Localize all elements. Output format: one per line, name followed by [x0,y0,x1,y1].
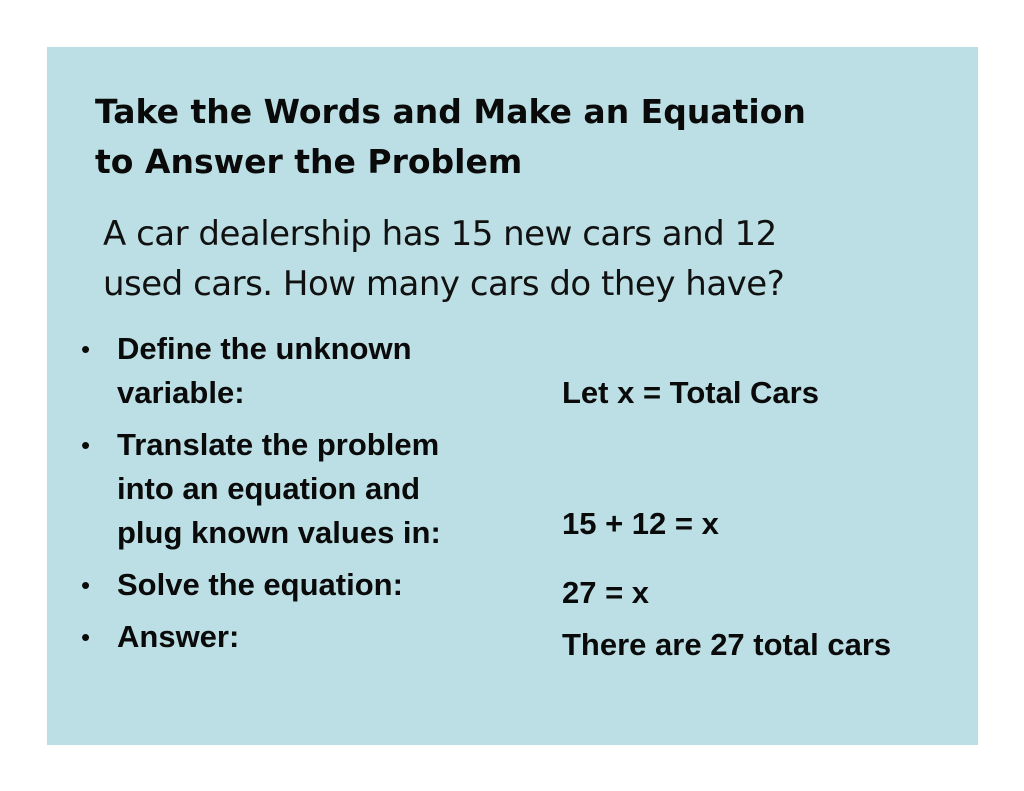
slide [47,47,978,745]
final-answer: There are 27 total cars [562,627,892,662]
problem-line-1: A car dealership has 15 new cars and 12 [103,214,777,254]
variable-definition: Let x = Total Cars [562,375,819,410]
step-translate [77,423,477,555]
step-answer [77,615,477,659]
solution: 27 = x [562,575,650,610]
slide-title [95,87,935,187]
step-solve [77,563,477,607]
step-label: Translate the problem into an equation and plug known values in: [117,427,441,550]
step-label: Solve the equation: [117,567,403,602]
equation: 15 + 12 = x [562,506,719,541]
step-label: Define the unknown variable: [117,331,412,410]
bullet-icon: • [81,622,91,652]
bullet-icon: • [81,334,91,364]
steps-list [77,327,477,667]
title-line-2: to Answer the Problem [95,142,523,181]
step-label: Answer: [117,619,240,654]
problem-line-2: used cars. How many cars do they have? [103,264,785,304]
step-define-variable [77,327,477,415]
problem-statement [103,209,923,309]
title-line-1: Take the Words and Make an Equation [95,92,806,131]
bullet-icon: • [81,570,91,600]
bullet-icon: • [81,430,91,460]
